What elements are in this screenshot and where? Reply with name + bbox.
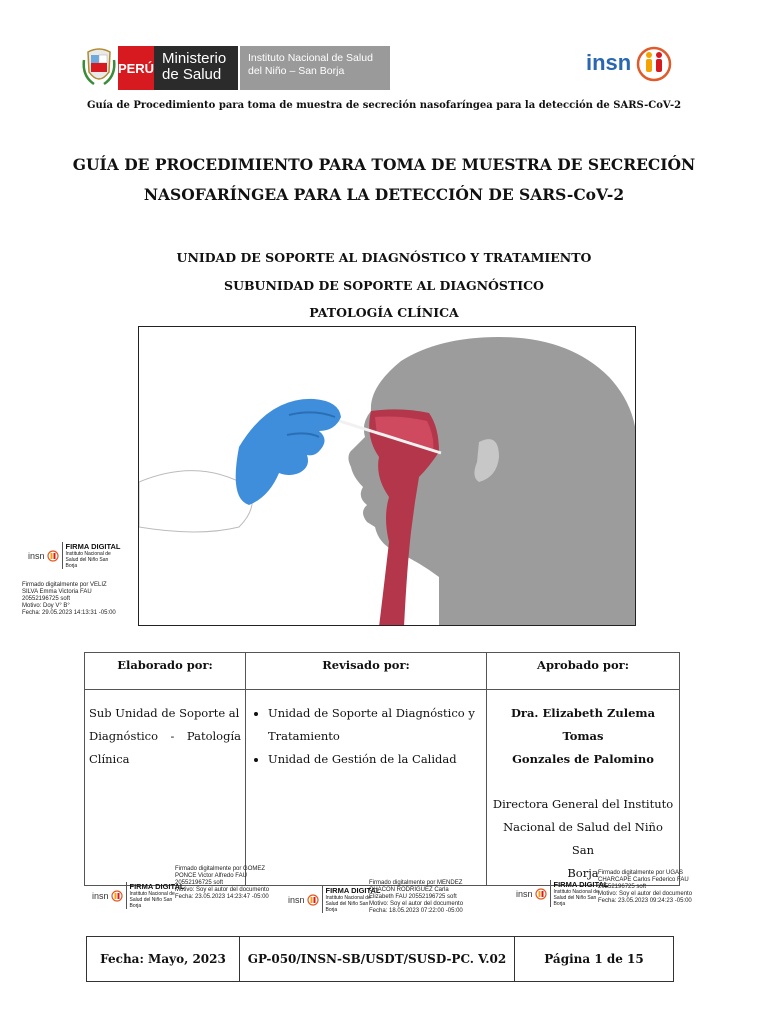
- peru-logo-box: PERÚ: [118, 46, 154, 90]
- digital-signature-stamp: insn FIRMA DIGITAL Instituto Nacional de Salud del Niño San Borja: [516, 880, 609, 907]
- insn-logo-icon: insn: [92, 890, 109, 901]
- footer-page-number: Página 1 de 15: [515, 937, 674, 982]
- insn-emblem-icon: [535, 888, 547, 900]
- insn-emblem-icon: [47, 550, 59, 562]
- insn-logo: [586, 42, 676, 88]
- revisado-cell: • Unidad de Soporte al Diagnóstico y Tratamiento • Unidad de Gestión de la Calidad: [246, 690, 487, 886]
- instituto-logo-box: Instituto Nacional de Salud del Niño – San Borja: [240, 46, 390, 90]
- elaborado-cell: Sub Unidad de Soporte al Diagnóstico - Patología Clínica: [85, 690, 246, 886]
- aprobado-cell: Dra. Elizabeth Zulema Tomas Gonzales de Palomino Directora General del Instituto Nacional de Salud del Niño San Borja: [487, 690, 680, 886]
- svg-text:insn: insn: [586, 50, 632, 75]
- footer-date: Fecha: Mayo, 2023: [87, 937, 240, 982]
- digital-signature-stamp: insn FIRMA DIGITAL Instituto Nacional de Salud del Niño San Borja: [288, 886, 381, 913]
- signature-details-ugas: Firmado digitalmente por UGAS CHARCAPE Carlos Federico FAU 20552196725 soft Motivo: Soy el autor del documento Fecha: 23.05.2023 09:24:23 -05:00: [598, 870, 693, 904]
- document-title: GUÍA DE PROCEDIMIENTO PARA TOMA DE MUESTRA DE SECRECIÓN NASOFARÍNGEA PARA LA DETECCIÓN DE SARS-CoV-2: [72, 155, 696, 204]
- header-aprobado: Aprobado por:: [487, 653, 680, 690]
- insn-logo-icon: insn: [28, 550, 45, 561]
- digital-signature-stamp: insn FIRMA DIGITAL Instituto Nacional de Salud del Niño San Borja: [28, 542, 121, 569]
- subunit-name: SUBUNIDAD DE SOPORTE AL DIAGNÓSTICO: [224, 278, 544, 293]
- insn-logo-icon: insn: [288, 894, 305, 905]
- header-revisado: Revisado por:: [246, 653, 487, 690]
- signature-details-mendez: Firmado digitalmente por MENDEZ CHACON RODRIGUEZ Carla Elizabeth FAU 20552196725 soft Motivo: Soy el autor del documento Fecha: 18.05.2023 07:22:00 -05:00: [369, 880, 464, 914]
- insn-emblem-icon: [111, 890, 123, 902]
- approval-table: [84, 652, 680, 886]
- unit-name: UNIDAD DE SOPORTE AL DIAGNÓSTICO Y TRATAMIENTO: [176, 250, 592, 265]
- footer-code: GP-050/INSN-SB/USDT/SUSD-PC. V.02: [240, 937, 515, 982]
- signature-details-veliz: Firmado digitalmente por VELIZ SILVA Emma Victoria FAU 20552196725 soft Motivo: Doy V° B° Fecha: 29.05.2023 14:13:31 -05:00: [22, 582, 116, 616]
- digital-signature-stamp: insn FIRMA DIGITAL Instituto Nacional de Salud del Niño San Borja: [92, 882, 185, 909]
- department-name: PATOLOGÍA CLÍNICA: [309, 305, 459, 320]
- peru-coat-of-arms-icon: [82, 46, 116, 88]
- insn-emblem-icon: [307, 894, 319, 906]
- document-footer: [86, 936, 674, 982]
- nasopharyngeal-swab-illustration: [138, 326, 636, 626]
- signature-details-gomez: Firmado digitalmente por GOMEZ PONCE Victor Alfredo FAU 20552196725 soft Motivo: Soy el autor del documento Fecha: 23.05.2023 14:23:47 -05:00: [175, 866, 270, 900]
- ministerio-logo-box: Ministerio de Salud: [154, 46, 238, 90]
- running-header: Guía de Procedimiento para toma de muestra de secreción nasofaríngea para la detección de SARS-CoV-2: [86, 100, 682, 111]
- header-elaborado: Elaborado por:: [85, 653, 246, 690]
- insn-logo-icon: insn: [516, 888, 533, 899]
